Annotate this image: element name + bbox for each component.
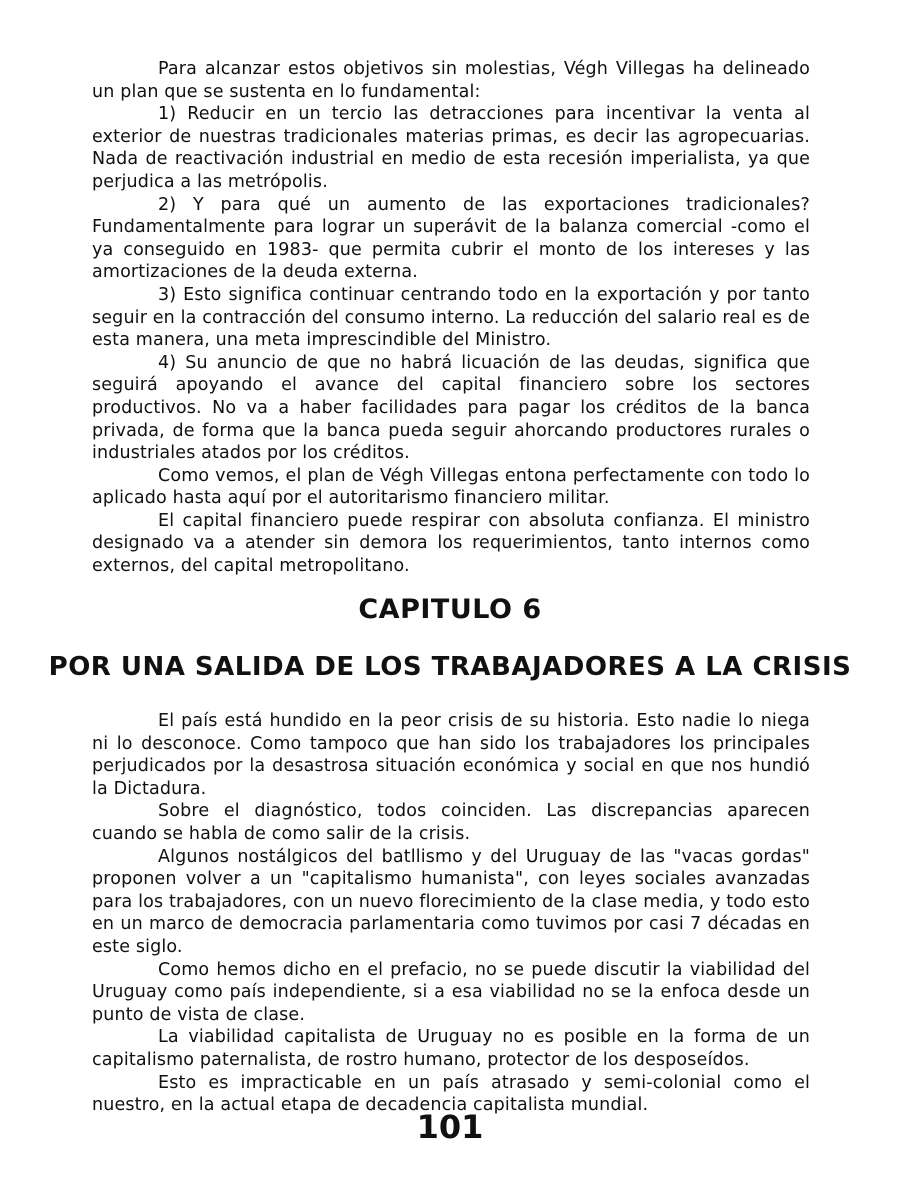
- paragraph: 4) Su anuncio de que no habrá licuación de las deudas, significa que seguirá apoyando el avance del capital financiero sobre los sectores productivos. No va a haber facilidades para pagar los créditos de la banca privada, de forma que la banca pueda seguir ahorcando productores rurales o industriales atados por los créditos.: [92, 352, 810, 464]
- paragraph: Para alcanzar estos objetivos sin molestias, Végh Villegas ha delineado un plan que se sustenta en lo fundamental:: [92, 59, 810, 102]
- paragraph: El capital financiero puede respirar con absoluta confianza. El ministro designado va a atender sin demora los requerimientos, tanto internos como externos, del capital metropolitano.: [92, 510, 810, 577]
- text-block-top: [92, 58, 810, 578]
- paragraph: Como hemos dicho en el prefacio, no se puede discutir la viabilidad del Uruguay como país independiente, si a esa viabilidad no se la enfoca desde un punto de vista de clase.: [92, 959, 810, 1025]
- paragraph: 3) Esto significa continuar centrando todo en la exportación y por tanto seguir en la contracción del consumo interno. La reducción del salario real es de esta manera, una meta imprescindible del Ministro.: [92, 284, 810, 351]
- paragraph: Esto es impracticable en un país atrasado y semi-colonial como el nuestro, en la actual etapa de decadencia capitalista mundial.: [92, 1072, 810, 1116]
- chapter-title: POR UNA SALIDA DE LOS TRABAJADORES A LA CRISIS: [48, 652, 852, 682]
- paragraph: 1) Reducir en un tercio las detracciones para incentivar la venta al exterior de nuestras tradicionales materias primas, es decir las agropecuarias. Nada de reactivación industrial en medio de esta recesión imperialista, ya que perjudica a las metrópolis.: [92, 104, 810, 192]
- page-number: 101: [416, 1108, 484, 1146]
- paragraph: 2) Y para qué un aumento de las exportaciones tradicionales? Fundamentalmente para lograr un superávit de la balanza comercial -como el ya conseguido en 1983- que permita cubrir el monto de los intereses y las amortizaciones de la deuda externa.: [92, 194, 810, 283]
- paragraph: Algunos nostálgicos del batllismo y del Uruguay de las "vacas gordas" proponen volver a un "capitalismo humanista", con leyes sociales avanzadas para los trabajadores, con un nuevo florecimiento de la clase media, y todo esto en un marco de democracia parlamentaria como tuvimos por casi 7 décadas en este siglo.: [92, 846, 810, 957]
- paragraph: La viabilidad capitalista de Uruguay no es posible en la forma de un capitalismo paternalista, de rostro humano, protector de los desposeídos.: [92, 1027, 810, 1070]
- paragraph: Sobre el diagnóstico, todos coinciden. Las discrepancias aparecen cuando se habla de como salir de la crisis.: [92, 801, 810, 844]
- paragraph: El país está hundido en la peor crisis de su historia. Esto nadie lo niega ni lo desconoce. Como tampoco que han sido los trabajadores los principales perjudicados por la desastrosa situación económica y social en que nos hundió la Dictadura.: [92, 711, 810, 799]
- paragraph: Como vemos, el plan de Végh Villegas entona perfectamente con todo lo aplicado hasta aquí por el autoritarismo financiero militar.: [92, 465, 810, 509]
- chapter-heading: CAPITULO 6: [358, 594, 542, 625]
- text-block-bottom: [92, 710, 810, 1117]
